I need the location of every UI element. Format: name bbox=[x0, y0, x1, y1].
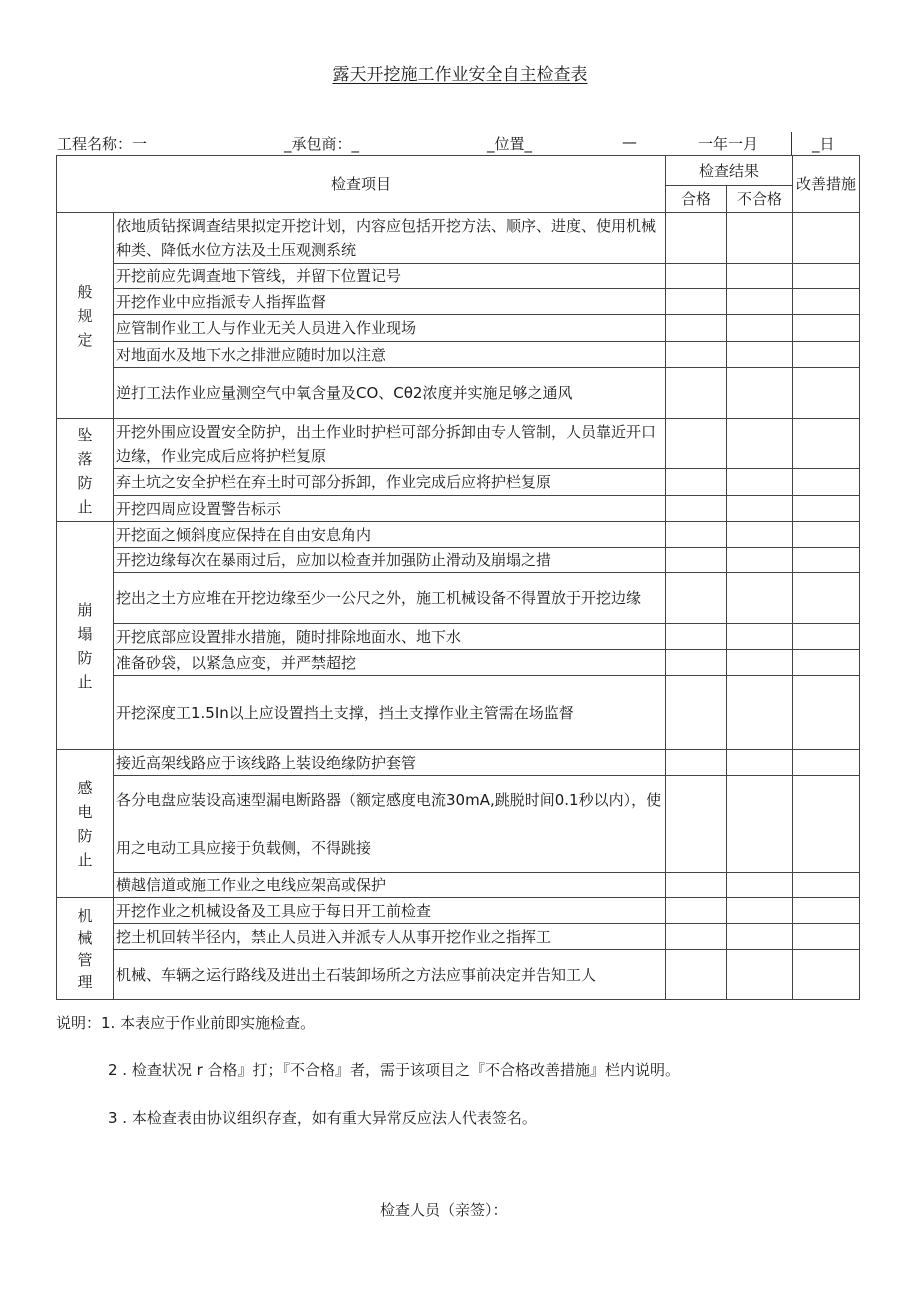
fail-cell[interactable] bbox=[727, 873, 793, 898]
table-row bbox=[57, 548, 860, 573]
inspection-table bbox=[56, 155, 860, 1000]
category-collapse-prevention: 崩塌防止 bbox=[57, 522, 114, 750]
item-text: 依地质钻探调查结果拟定开挖计划，内容应包括开挖方法、顺序、进度、使用机械种类、降低水位方法及土压观测系统 bbox=[114, 213, 666, 264]
improve-cell[interactable] bbox=[793, 496, 860, 522]
improve-cell[interactable] bbox=[793, 650, 860, 676]
fail-cell[interactable] bbox=[727, 289, 793, 315]
item-text: 开挖作业中应指派专人指挥监督 bbox=[114, 289, 666, 315]
table-row bbox=[57, 924, 860, 950]
pass-cell[interactable] bbox=[666, 264, 727, 289]
item-text: 开挖四周应设置警告标示 bbox=[114, 496, 666, 522]
item-text: 应管制作业工人与作业无关人员进入作业现场 bbox=[114, 315, 666, 342]
table-row bbox=[57, 522, 860, 548]
fail-cell[interactable] bbox=[727, 469, 793, 496]
pass-cell[interactable] bbox=[666, 624, 727, 650]
improve-cell[interactable] bbox=[793, 676, 860, 750]
pass-cell[interactable] bbox=[666, 496, 727, 522]
item-text: 开挖深度工1.5In以上应设置挡土支撑，挡土支撑作业主管需在场监督 bbox=[114, 676, 666, 750]
table-row bbox=[57, 342, 860, 368]
improve-cell[interactable] bbox=[793, 264, 860, 289]
fail-cell[interactable] bbox=[727, 573, 793, 624]
item-text: 各分电盘应装设高速型漏电断路器（额定感度电流30mA,跳脱时间0.1秒以内），使用之电动工具应接于负载侧，不得跳接 bbox=[114, 776, 666, 873]
pass-cell[interactable] bbox=[666, 573, 727, 624]
improve-cell[interactable] bbox=[793, 573, 860, 624]
item-text: 机械、车辆之运行路线及进出土石装卸场所之方法应事前决定并告知工人 bbox=[114, 950, 666, 1000]
improve-cell[interactable] bbox=[793, 750, 860, 776]
improve-cell[interactable] bbox=[793, 289, 860, 315]
pass-cell[interactable] bbox=[666, 776, 727, 873]
pass-cell[interactable] bbox=[666, 924, 727, 950]
improve-cell[interactable] bbox=[793, 419, 860, 469]
table-row bbox=[57, 776, 860, 873]
item-text: 弃土坑之安全护栏在弃土时可部分拆卸，作业完成后应将护栏复原 bbox=[114, 469, 666, 496]
pass-cell[interactable] bbox=[666, 315, 727, 342]
table-row bbox=[57, 368, 860, 419]
table-row bbox=[57, 213, 860, 264]
table-header-row bbox=[57, 156, 860, 186]
improve-cell[interactable] bbox=[793, 522, 860, 548]
fail-cell[interactable] bbox=[727, 650, 793, 676]
contractor-label: _承包商：_ bbox=[284, 135, 360, 153]
fail-cell[interactable] bbox=[727, 522, 793, 548]
table-row bbox=[57, 573, 860, 624]
item-text: 横越信道或施工作业之电线应架高或保护 bbox=[114, 873, 666, 898]
note-3: 3 . 本检查表由协议组织存查，如有重大异常反应法人代表签名。 bbox=[108, 1109, 537, 1127]
project-name-label: 工程名称：一 bbox=[57, 135, 148, 153]
col-improvement: 改善措施 bbox=[793, 156, 860, 213]
table-row bbox=[57, 650, 860, 676]
category-fall-prevention: 坠落防止 bbox=[57, 419, 114, 522]
col-inspection-item: 检查项目 bbox=[57, 156, 666, 213]
item-text: 开挖底部应设置排水措施，随时排除地面水、地下水 bbox=[114, 624, 666, 650]
location-label: _位置_ bbox=[487, 135, 533, 153]
item-text: 开挖边缘每次在暴雨过后，应加以检查并加强防止滑动及崩塌之措 bbox=[114, 548, 666, 573]
fail-cell[interactable] bbox=[727, 548, 793, 573]
pass-cell[interactable] bbox=[666, 650, 727, 676]
fail-cell[interactable] bbox=[727, 750, 793, 776]
pass-cell[interactable] bbox=[666, 419, 727, 469]
pass-cell[interactable] bbox=[666, 289, 727, 315]
item-text: 准备砂袋，以紧急应变，并严禁超挖 bbox=[114, 650, 666, 676]
table-row bbox=[57, 676, 860, 750]
fail-cell[interactable] bbox=[727, 496, 793, 522]
improve-cell[interactable] bbox=[793, 873, 860, 898]
improve-cell[interactable] bbox=[793, 342, 860, 368]
fail-cell[interactable] bbox=[727, 676, 793, 750]
year-month-label: 一年一月 bbox=[698, 135, 759, 153]
improve-cell[interactable] bbox=[793, 624, 860, 650]
improve-cell[interactable] bbox=[793, 315, 860, 342]
fail-cell[interactable] bbox=[727, 419, 793, 469]
pass-cell[interactable] bbox=[666, 469, 727, 496]
table-row bbox=[57, 264, 860, 289]
pass-cell[interactable] bbox=[666, 750, 727, 776]
table-row bbox=[57, 315, 860, 342]
fail-cell[interactable] bbox=[727, 213, 793, 264]
signature-label: 检查人员（亲签）： bbox=[380, 1201, 508, 1219]
pass-cell[interactable] bbox=[666, 342, 727, 368]
fail-cell[interactable] bbox=[727, 776, 793, 873]
day-label: _日 bbox=[812, 135, 835, 153]
fail-cell[interactable] bbox=[727, 264, 793, 289]
col-inspection-result: 检查结果 bbox=[666, 156, 793, 186]
item-text: 接近高架线路应于该线路上装设绝缘防护套管 bbox=[114, 750, 666, 776]
pass-cell[interactable] bbox=[666, 548, 727, 573]
fail-cell[interactable] bbox=[727, 315, 793, 342]
fail-cell[interactable] bbox=[727, 368, 793, 419]
separator-dash: — bbox=[622, 133, 637, 151]
improve-cell[interactable] bbox=[793, 469, 860, 496]
item-text: 挖出之土方应堆在开挖边缘至少一公尺之外，施工机械设备不得置放于开挖边缘 bbox=[114, 573, 666, 624]
item-text: 开挖前应先调查地下管线，并留下位置记号 bbox=[114, 264, 666, 289]
category-electric-shock-prevention: 感电防止 bbox=[57, 750, 114, 898]
pass-cell[interactable] bbox=[666, 368, 727, 419]
improve-cell[interactable] bbox=[793, 213, 860, 264]
pass-cell[interactable] bbox=[666, 676, 727, 750]
note-2: 2 . 检查状况 r 合格』打；『不合格』者，需于该项目之『不合格改善措施』栏内说明。 bbox=[108, 1061, 681, 1079]
table-row bbox=[57, 469, 860, 496]
improve-cell[interactable] bbox=[793, 776, 860, 873]
document-title: 露天开挖施工作业安全自主检查表 bbox=[332, 65, 588, 85]
note-1: 说明：1. 本表应于作业前即实施检查。 bbox=[56, 1014, 316, 1032]
table-row bbox=[57, 898, 860, 924]
pass-cell[interactable] bbox=[666, 950, 727, 1000]
category-general: 般规定 bbox=[57, 213, 114, 419]
improve-cell[interactable] bbox=[793, 548, 860, 573]
pass-cell[interactable] bbox=[666, 213, 727, 264]
improve-cell[interactable] bbox=[793, 898, 860, 924]
col-pass: 合格 bbox=[666, 186, 727, 213]
pass-cell[interactable] bbox=[666, 522, 727, 548]
table-row bbox=[57, 496, 860, 522]
table-row bbox=[57, 750, 860, 776]
pass-cell[interactable] bbox=[666, 898, 727, 924]
fail-cell[interactable] bbox=[727, 924, 793, 950]
item-text: 对地面水及地下水之排泄应随时加以注意 bbox=[114, 342, 666, 368]
item-text: 挖土机回转半径内，禁止人员进入并派专人从事开挖作业之指挥工 bbox=[114, 924, 666, 950]
table-row bbox=[57, 419, 860, 469]
pass-cell[interactable] bbox=[666, 873, 727, 898]
fail-cell[interactable] bbox=[727, 624, 793, 650]
improve-cell[interactable] bbox=[793, 950, 860, 1000]
item-text: 逆打工法作业应量测空气中氧含量及CO、Cθ2浓度并实施足够之通风 bbox=[114, 368, 666, 419]
item-text: 开挖面之倾斜度应保持在自由安息角内 bbox=[114, 522, 666, 548]
category-machinery-management: 机械管理 bbox=[57, 898, 114, 1000]
table-row bbox=[57, 624, 860, 650]
fail-cell[interactable] bbox=[727, 342, 793, 368]
improve-cell[interactable] bbox=[793, 368, 860, 419]
item-text: 开挖外围应设置安全防护，出土作业时护栏可部分拆卸由专人管制，人员靠近开口边缘，作业完成后应将护栏复原 bbox=[114, 419, 666, 469]
col-fail: 不合格 bbox=[727, 186, 793, 213]
table-row bbox=[57, 873, 860, 898]
improve-cell[interactable] bbox=[793, 924, 860, 950]
header-divider bbox=[791, 132, 792, 155]
table-row bbox=[57, 950, 860, 1000]
table-row bbox=[57, 289, 860, 315]
fail-cell[interactable] bbox=[727, 898, 793, 924]
fail-cell[interactable] bbox=[727, 950, 793, 1000]
item-text: 开挖作业之机械设备及工具应于每日开工前检查 bbox=[114, 898, 666, 924]
